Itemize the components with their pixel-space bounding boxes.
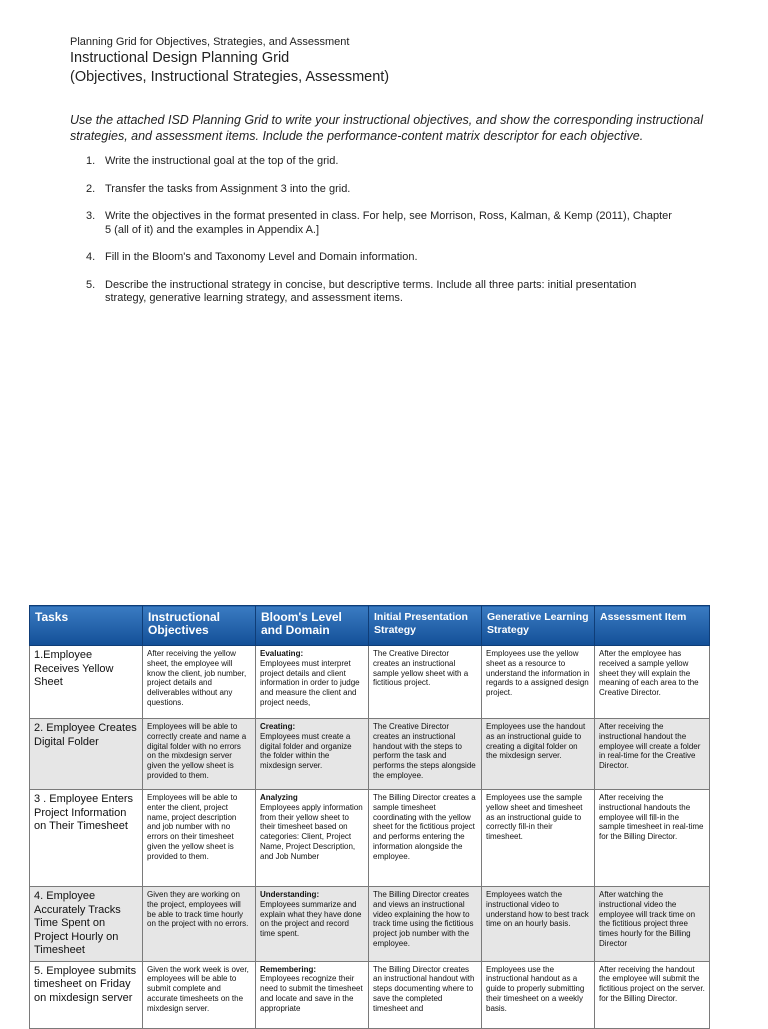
- task-cell: 2. Employee Creates Digital Folder: [30, 719, 143, 790]
- objective-cell: After receiving the yellow sheet, the employee will know the client, job number, project details and deliverables without any questions.: [143, 646, 256, 719]
- instruction-steps: [70, 155, 680, 320]
- objective-cell: Given the work week is over, employees will be able to submit complete and accurate timesheets on the mixdesign server.: [143, 961, 256, 1028]
- column-header-initial-strategy: Initial Presentation Strategy: [369, 606, 482, 646]
- column-header-assessment: Assessment Item: [595, 606, 710, 646]
- assessment-cell: After the employee has received a sample yellow sheet they will explain the meaning of each area to the Creative Director.: [595, 646, 710, 719]
- step-number: 4.: [86, 251, 96, 263]
- generative-strategy-cell: Employees watch the instructional video to understand how to best track time on an hourly basis.: [482, 887, 595, 962]
- table-row: [30, 790, 710, 887]
- generative-strategy-cell: Employees use the yellow sheet as a resource to understand the information in regards to a assigned design project.: [482, 646, 595, 719]
- task-cell: 3 . Employee Enters Project Information on Their Timesheet: [30, 790, 143, 887]
- step-text: Describe the instructional strategy in concise, but descriptive terms. Include all three parts: initial presentation strategy, generative learning strategy, and assessment items.: [105, 278, 637, 304]
- blooms-level: Creating:: [260, 722, 296, 731]
- step-number: 2.: [86, 182, 96, 195]
- blooms-cell: [256, 646, 369, 719]
- blooms-text: Employees must interpret project details and client information in order to judge and measure the client and project needs,: [260, 658, 360, 707]
- blooms-cell: [256, 719, 369, 790]
- list-item: [70, 155, 680, 169]
- blooms-cell: [256, 790, 369, 887]
- document-subtitle: Planning Grid for Objectives, Strategies, and Assessment: [70, 36, 350, 48]
- initial-strategy-cell: The Billing Director creates and views an instructional video explaining the how to track time using the fictitious project job number with the employee.: [369, 887, 482, 962]
- initial-strategy-cell: The Billing Director creates an instructional handout with steps documenting where to save the completed timesheet and: [369, 961, 482, 1028]
- blooms-level: Understanding:: [260, 890, 320, 899]
- blooms-text: Employees summarize and explain what they have done on the project and record time spent.: [260, 899, 362, 939]
- title-line-2: (Objectives, Instructional Strategies, Assessment): [70, 69, 390, 85]
- assessment-cell: After receiving the instructional handouts the employee will fill-in the sample timesheet in real-time for the Billing Director.: [595, 790, 710, 887]
- generative-strategy-cell: Employees use the sample yellow sheet and timesheet as an instructional guide to correctly fill-in their timesheet.: [482, 790, 595, 887]
- blooms-text: Employees apply information from their yellow sheet to their timesheet based on categories: Client, Project Name, Project Description, and Job Number: [260, 802, 363, 861]
- blooms-cell: [256, 961, 369, 1028]
- list-item: [70, 279, 680, 306]
- column-header-generative-strategy: Generative Learning Strategy: [482, 606, 595, 646]
- table-header-row: [30, 606, 710, 646]
- table-row: [30, 887, 710, 962]
- step-number: 1.: [86, 155, 96, 167]
- blooms-level: Evaluating:: [260, 649, 304, 658]
- list-item: [70, 210, 680, 237]
- initial-strategy-cell: The Creative Director creates an instructional handout with the steps to perform the task and performs the steps alongside the employee.: [369, 719, 482, 790]
- blooms-text: Employees recognize their need to submit the timesheet and locate and save in the appropriate: [260, 974, 363, 1013]
- task-cell: 1.Employee Receives Yellow Sheet: [30, 646, 143, 719]
- title-line-1: Instructional Design Planning Grid: [70, 50, 290, 66]
- column-header-blooms: Bloom's Level and Domain: [256, 606, 369, 646]
- column-header-objectives: Instructional Objectives: [143, 606, 256, 646]
- table-row: [30, 646, 710, 719]
- objective-cell: Given they are working on the project, employees will be able to track time hourly on the project with no errors.: [143, 887, 256, 962]
- blooms-level: Remembering:: [260, 964, 317, 974]
- task-cell: 5. Employee submits timesheet on Friday on mixdesign server: [30, 961, 143, 1028]
- list-item: [70, 183, 680, 197]
- intro-paragraph: Use the attached ISD Planning Grid to write your instructional objectives, and show the corresponding instructional strategies, and assessment items. Include the performance-content matrix descriptor for each objective.: [70, 113, 703, 143]
- step-number: 3.: [86, 210, 96, 222]
- objective-cell: Employees will be able to enter the client, project name, project description and job number with no errors on their timesheet given the yellow sheet is provided to them.: [143, 790, 256, 887]
- blooms-level: Analyzing: [260, 793, 298, 802]
- table-row: [30, 961, 710, 1028]
- list-item: [70, 251, 680, 265]
- assessment-cell: After watching the instructional video the employee will track time on the fictitious project three times hourly for the Billing Director: [595, 887, 710, 962]
- assessment-cell: After receiving the instructional handout the employee will create a folder in real-time for the Creative Director.: [595, 719, 710, 790]
- step-text: Write the objectives in the format presented in class. For help, see Morrison, Ross, Kalman, & Kemp (2011), Chapter 5 (all of it) and the examples in Appendix A.]: [105, 210, 672, 236]
- column-header-tasks: Tasks: [30, 606, 143, 646]
- initial-strategy-cell: The Billing Director creates a sample timesheet coordinating with the yellow sheet for the fictitious project and performs entering the information alongside the employee.: [369, 790, 482, 887]
- assessment-cell: After receiving the handout the employee will submit the fictitious project on the server. for the Billing Director.: [595, 961, 710, 1028]
- blooms-text: Employees must create a digital folder and organize the folder within the mixdesign server.: [260, 731, 352, 771]
- initial-strategy-cell: The Creative Director creates an instructional sample yellow sheet with a fictitious project.: [369, 646, 482, 719]
- task-cell: 4. Employee Accurately Tracks Time Spent on Project Hourly on Timesheet: [30, 887, 143, 962]
- blooms-cell: [256, 887, 369, 962]
- table-row: [30, 719, 710, 790]
- step-text: Write the instructional goal at the top of the grid.: [105, 155, 339, 167]
- document-title: [70, 49, 389, 87]
- step-text: Fill in the Bloom's and Taxonomy Level and Domain information.: [105, 251, 418, 263]
- step-number: 5.: [86, 278, 96, 291]
- objective-cell: Employees will be able to correctly create and name a digital folder with no errors on the mixdesign server given the yellow sheet is provided to them.: [143, 719, 256, 790]
- generative-strategy-cell: Employees use the handout as an instructional guide to creating a digital folder on the mixdesign server.: [482, 719, 595, 790]
- planning-grid-table: [29, 605, 710, 1029]
- step-text: Transfer the tasks from Assignment 3 into the grid.: [105, 182, 351, 195]
- generative-strategy-cell: Employees use the instructional handout as a guide to properly submitting their timesheet on a weekly basis.: [482, 961, 595, 1028]
